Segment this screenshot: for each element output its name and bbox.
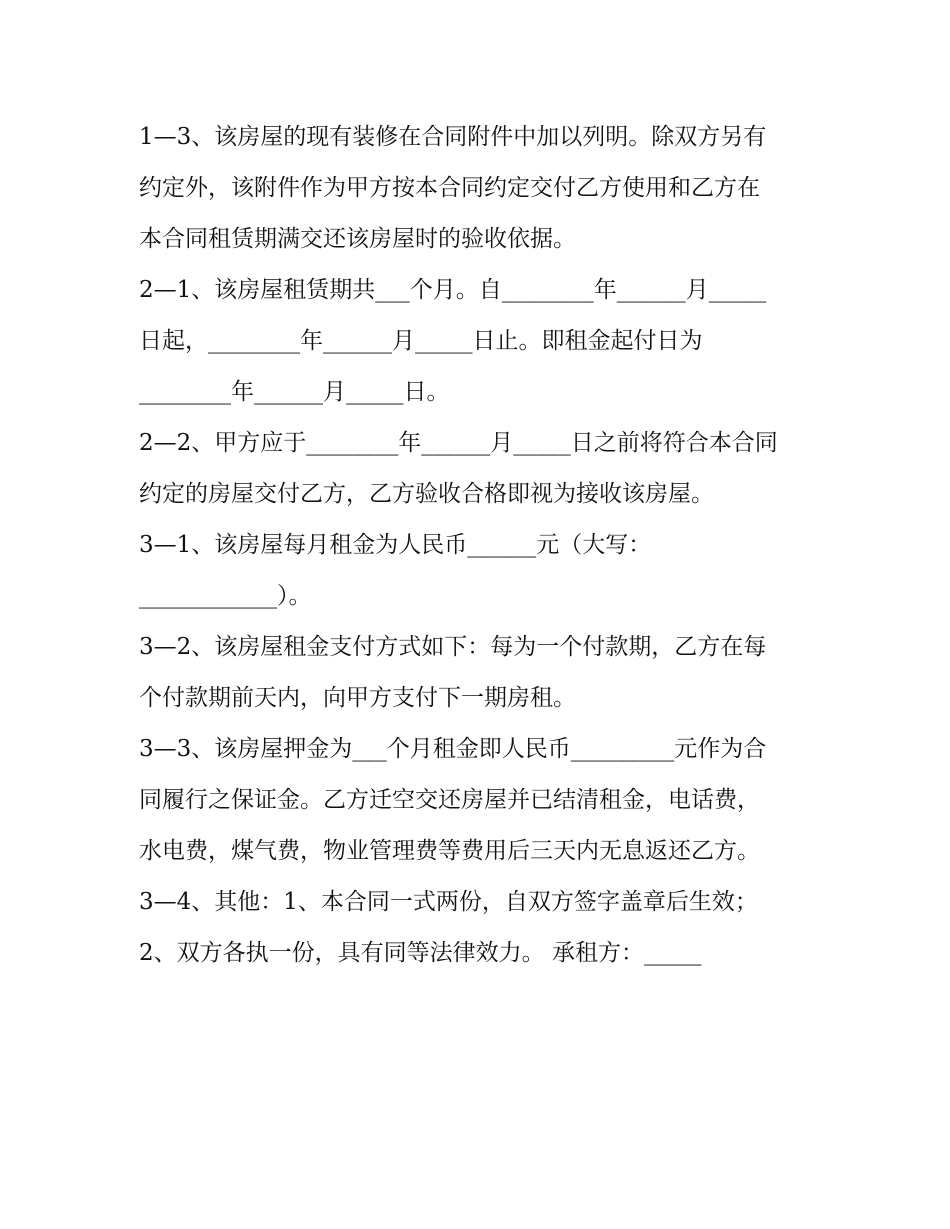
text-line: 日起，________年______月_____日止。即租金起付日为 — [139, 328, 703, 354]
text-line: 个付款期前天内，向甲方支付下一期房租。 — [139, 685, 576, 711]
text-line: ____________）。 — [139, 583, 312, 609]
text-line: 约定外，该附件作为甲方按本合同约定交付乙方使用和乙方在 — [139, 175, 760, 201]
text-line: 3—1、该房屋每月租金为人民币______元（大写： — [139, 532, 652, 558]
text-line: 2—2、甲方应于________年______月_____日之前将符合本合同 — [139, 430, 778, 456]
text-line: 本合同租赁期满交还该房屋时的验收依据。 — [139, 226, 576, 252]
text-line: 3—3、该房屋押金为___个月租金即人民币_________元作为合 — [139, 736, 767, 762]
text-line: 1—3、该房屋的现有装修在合同附件中加以列明。除双方另有 — [139, 124, 767, 150]
text-line: 2—1、该房屋租赁期共___个月。自________年______月_____ — [139, 277, 767, 303]
text-line: 2、双方各执一份，具有同等法律效力。 承租方：_____ — [139, 940, 702, 966]
text-line: 同履行之保证金。乙方迁空交还房屋并已结清租金，电话费， — [139, 787, 760, 813]
text-line: 约定的房屋交付乙方，乙方验收合格即视为接收该房屋。 — [139, 481, 714, 507]
text-line: 水电费，煤气费，物业管理费等费用后三天内无息返还乙方。 — [139, 838, 760, 864]
text-line: 3—2、该房屋租金支付方式如下：每为一个付款期，乙方在每 — [139, 634, 767, 660]
text-line: 3—4、其他：1、本合同一式两份，自双方签字盖章后生效； — [139, 889, 758, 915]
contract-text — [139, 112, 819, 979]
text-line: ________年______月_____日。 — [139, 379, 450, 405]
